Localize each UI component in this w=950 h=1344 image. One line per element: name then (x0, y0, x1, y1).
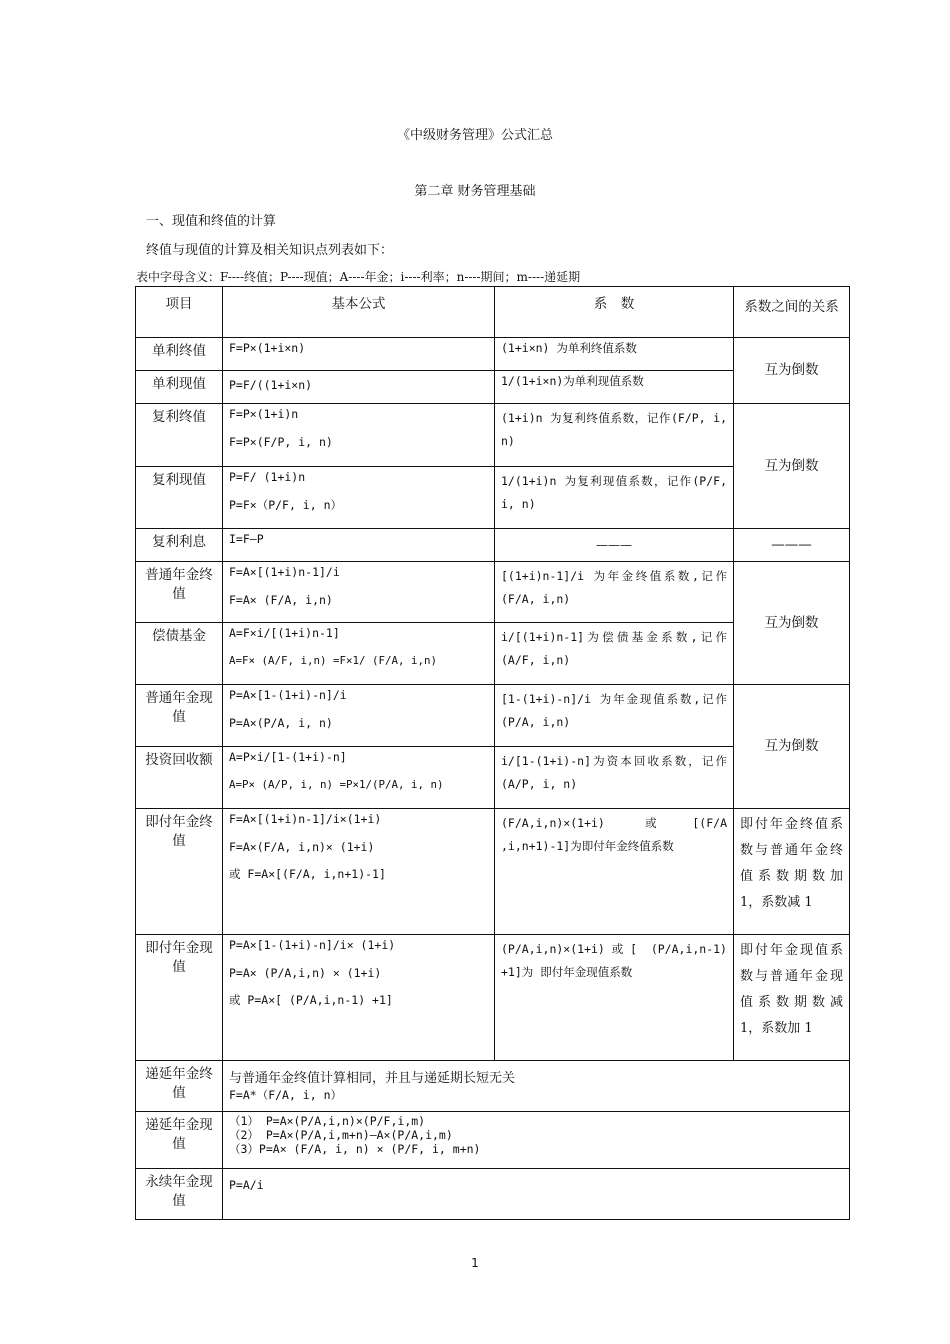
formula-line: P=A×(P/A, i, n) (229, 715, 333, 730)
formula-line: F=P×(1+i)n (229, 407, 299, 421)
row-item: 普通年金现值 (136, 685, 223, 747)
formula-line: F=A×(F/A, i,n)× (1+i) (229, 839, 375, 854)
header-item: 项目 (136, 287, 223, 338)
section-heading: 一、现值和终值的计算 (146, 214, 277, 229)
chapter-title: 第二章 财务管理基础 (414, 184, 536, 199)
row-item: 普通年金终值 (136, 562, 223, 623)
formula-line: I=F—P (229, 532, 264, 546)
row-formula (223, 623, 495, 685)
row-formula (223, 747, 495, 809)
formula-line: （3）P=A× (F/A, i, n) × (P/F, i, m+n) (229, 1141, 481, 1156)
header-relation: 系数之间的关系 (734, 287, 850, 338)
table-row (136, 1112, 850, 1169)
formula-line: F=A×[(1+i)n-1]/i×(1+i) (229, 812, 382, 826)
formula-table (135, 286, 850, 1220)
formula-line: A=P× (A/P, i, n) =P×1/(P/A, i, n) (229, 777, 444, 791)
formula-line: A=F×i/[(1+i)n-1] (229, 626, 340, 640)
relation-cell: 即付年金现值系数与普通年金现值系数期数减 1，系数加 1 (734, 935, 850, 1061)
formula-line: （2） P=A×(P/A,i,m+n)—A×(P/A,i,m) (229, 1127, 453, 1142)
table-header-row (136, 287, 850, 338)
row-formula (223, 809, 495, 935)
row-coef: [(1+i)n-1]/i 为年金终值系数,记作 (F/A, i,n) (495, 562, 734, 623)
formula-line: P=F/((1+i×n) (229, 378, 313, 392)
row-formula (223, 467, 495, 529)
row-formula (223, 1112, 850, 1169)
row-item: 单利终值 (136, 338, 223, 371)
row-formula (223, 1169, 850, 1220)
formula-line: F=A×[(1+i)n-1]/i (229, 565, 340, 579)
formula-line: （1） P=A×(P/A,i,n)×(P/F,i,m) (229, 1114, 426, 1128)
formula-line: F=P×(F/P, i, n) (229, 434, 333, 449)
document-title: 《中级财务管理》公式汇总 (396, 128, 553, 143)
row-item: 偿债基金 (136, 623, 223, 685)
header-coef: 系 数 (495, 287, 734, 338)
row-formula (223, 935, 495, 1061)
formula-line: A=P×i/[1-(1+i)-n] (229, 750, 347, 764)
table-row (136, 562, 850, 623)
row-item: 即付年金现值 (136, 935, 223, 1061)
row-coef: i/[1-(1+i)-n]为资本回收系数，记作 (A/P, i, n) (495, 747, 734, 809)
table-row (136, 338, 850, 371)
table-row (136, 404, 850, 467)
row-formula (223, 404, 495, 467)
row-coef: (F/A,i,n)×(1+i) 或 [(F/A ,i,n+1)-1]为即付年金终值系数 (495, 809, 734, 935)
row-item: 递延年金现值 (136, 1112, 223, 1169)
table-row (136, 529, 850, 562)
formula-line: P=A× (P/A,i,n) × (1+i) (229, 965, 382, 980)
row-item: 投资回收额 (136, 747, 223, 809)
row-coef: (P/A,i,n)×(1+i)或[ (P/A,i,n-1) +1]为 即付年金现值系数 (495, 935, 734, 1061)
legend-text: 表中字母含义：F----终值；P----现值；A----年金；i----利率；n----期间；m----递延期 (136, 270, 581, 284)
table-row (136, 685, 850, 747)
row-item: 即付年金终值 (136, 809, 223, 935)
row-coef: 1/(1+i)n 为复利现值系数，记作(P/F, i, n) (495, 467, 734, 529)
formula-line: F=A× (F/A, i,n) (229, 592, 333, 607)
row-coef: (1+i)n 为复利终值系数，记作(F/P, i, n) (495, 404, 734, 467)
row-formula (223, 338, 495, 371)
relation-cell: 即付年金终值系数与普通年金终值系数期数加 1，系数减 1 (734, 809, 850, 935)
row-coef: (1+i×n) 为单利终值系数 (495, 338, 734, 371)
intro-text: 终值与现值的计算及相关知识点列表如下： (146, 243, 394, 258)
table-row (136, 809, 850, 935)
row-coef: ——— (495, 529, 734, 562)
row-item: 递延年金终值 (136, 1061, 223, 1112)
row-item: 永续年金现值 (136, 1169, 223, 1220)
formula-line: P=A/i (229, 1178, 264, 1192)
row-coef: 1/(1+i×n)为单利现值系数 (495, 371, 734, 404)
row-formula (223, 685, 495, 747)
formula-line: P=A×[1-(1+i)-n]/i× (1+i) (229, 938, 396, 952)
relation-cell: 互为倒数 (734, 685, 850, 809)
row-formula (223, 1061, 850, 1112)
row-formula (223, 371, 495, 404)
formula-line: P=F×（P/F, i, n） (229, 497, 343, 512)
row-item: 复利现值 (136, 467, 223, 529)
relation-cell: 互为倒数 (734, 338, 850, 404)
page-number: 1 (471, 1256, 479, 1270)
relation-cell: ——— (734, 529, 850, 562)
header-formula: 基本公式 (223, 287, 495, 338)
relation-cell: 互为倒数 (734, 562, 850, 685)
formula-line: F=A*（F/A, i, n） (229, 1087, 343, 1102)
formula-line: P=A×[1-(1+i)-n]/i (229, 688, 347, 702)
formula-line: A=F× (A/F, i,n) =F×1/ (F/A, i,n) (229, 653, 438, 667)
relation-cell: 互为倒数 (734, 404, 850, 529)
formula-line: 或 F=A×[(F/A, i,n+1)-1] (229, 867, 386, 882)
table-row (136, 1061, 850, 1112)
row-item: 复利终值 (136, 404, 223, 467)
row-item: 单利现值 (136, 371, 223, 404)
table-row (136, 1169, 850, 1220)
formula-line: 或 P=A×[ (P/A,i,n-1) +1] (229, 993, 393, 1008)
row-coef: i/[(1+i)n-1]为偿债基金系数,记作 (A/F, i,n) (495, 623, 734, 685)
row-item: 复利利息 (136, 529, 223, 562)
row-coef: [1-(1+i)-n]/i 为年金现值系数,记作 (P/A, i,n) (495, 685, 734, 747)
table-row (136, 935, 850, 1061)
row-text: 与普通年金终值计算相同，并且与递延期长短无关 (229, 1071, 516, 1086)
row-formula (223, 562, 495, 623)
formula-line: P=F/ (1+i)n (229, 470, 306, 484)
formula-line: F=P×(1+i×n) (229, 341, 306, 355)
row-formula (223, 529, 495, 562)
